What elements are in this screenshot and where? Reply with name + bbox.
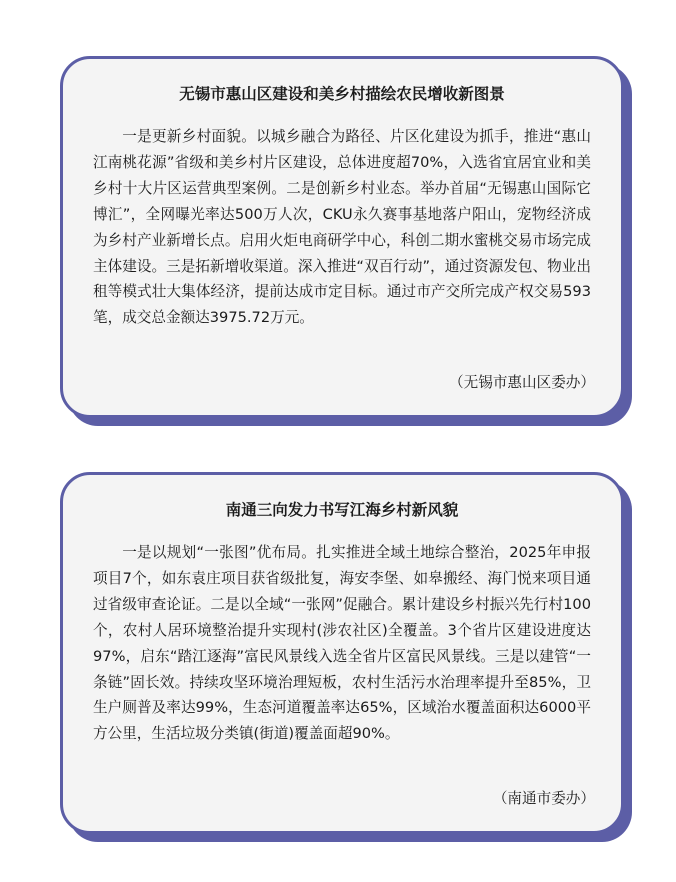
card-title: 无锡市惠山区建设和美乡村描绘农民增收新图景 [179,85,505,103]
card-panel [60,472,624,834]
card-panel [60,56,624,418]
news-card-huishan [60,56,624,418]
card-body: 一是以规划“一张图”优布局。扎实推进全域土地综合整治，2025年申报项目7个，如东袁庄项目获省级批复，海安李堡、如皋搬经、海门悦来项目通过省级审查论证。二是以全域“一张网”促融合。累计建设乡村振兴先行村100个，农村人居环境整治提升实现村(涉农社区)全覆盖。3个省片区建设进度达97%，启东“踏江逐海”富民风景线入选全省片区富民风景线。三是以建管“一条链”固长效。持续攻坚环境治理短板，农村生活污水治理率提升至85%，卫生户厕普及率达99%，生态河道覆盖率达65%，区域治水覆盖面积达6000平方公里，生活垃圾分类镇(街道)覆盖面超90%。 [93,544,591,743]
card-source: （无锡市惠山区委办） [449,374,595,391]
card-source: （南通市委办） [492,790,595,807]
news-card-nantong [60,472,624,834]
card-body: 一是更新乡村面貌。以城乡融合为路径、片区化建设为抓手，推进“惠山江南桃花源”省级和美乡村片区建设，总体进度超70%，入选省宜居宜业和美乡村十大片区运营典型案例。二是创新乡村业态。举办首届“无锡惠山国际它博汇”，全网曝光率达500万人次，CKU永久赛事基地落户阳山，宠物经济成为乡村产业新增长点。启用火炬电商研学中心，科创二期水蜜桃交易市场完成主体建设。三是拓新增收渠道。深入推进“双百行动”，通过资源发包、物业出租等模式壮大集体经济，提前达成市定目标。通过市产交所完成产权交易593笔，成交总金额达3975.72万元。 [93,128,591,327]
card-title: 南通三向发力书写江海乡村新风貌 [225,501,459,519]
